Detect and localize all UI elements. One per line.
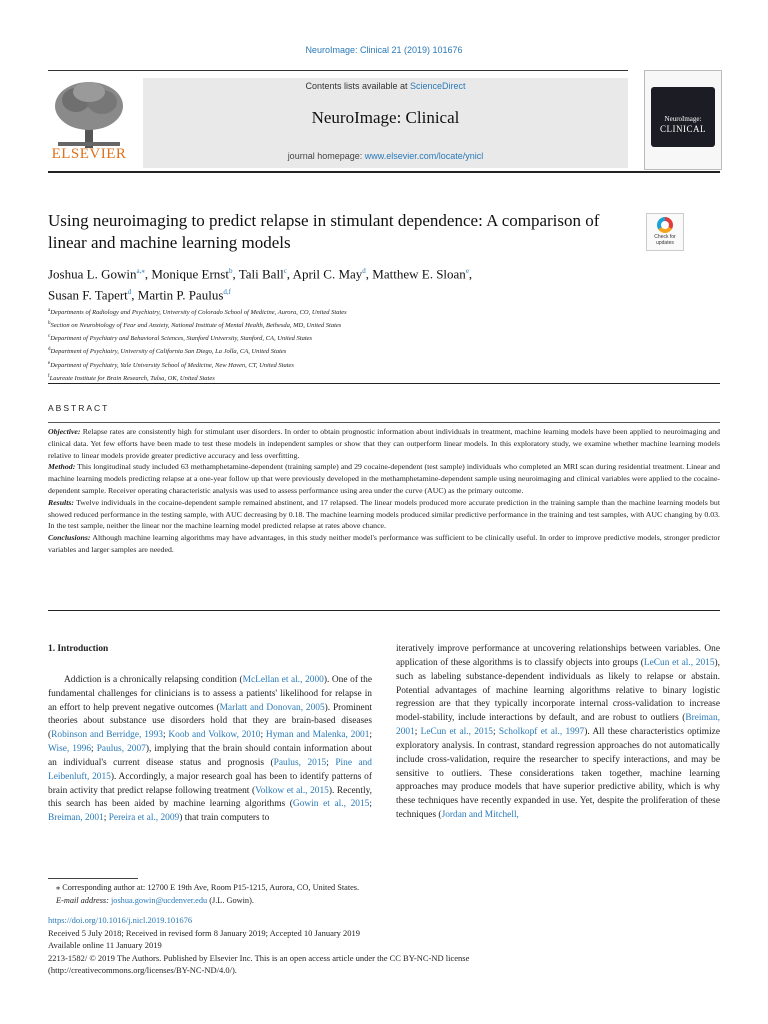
abstract-method <box>48 461 720 496</box>
objective-text: Relapse rates are consistently high for stimulant user disorders. In order to obtain prognostic information about individuals in treatment, machine learning models have been applied to neuroimaging and clinical data. Yet few efforts have been made to test these models in independent samples or show that they can outperform linear models. In this exploratory study, we examine whether machine learning models relative to linear models provide greater predictive accuracy and less overfitting. <box>48 427 721 460</box>
affiliation-item <box>48 344 648 357</box>
body-text: ). All these characteristics optimize exploratory analysis. In contrast, standard regression approaches do not automatically include cross-validation, require the researcher to specify interactions, and may be sensitive to outliers. These considerations taken together, machine learning approaches may produce models that have superior predictive ability, which is why these techniques have recently expanded in use. Yet, despite the proliferation of these techniques ( <box>396 727 720 821</box>
body-text: ; <box>103 813 109 824</box>
cover-image <box>651 87 715 147</box>
author-affiliation-marker[interactable]: d <box>127 288 132 297</box>
author-name[interactable]: April C. May <box>292 266 363 282</box>
footnote-rule <box>48 878 138 879</box>
author-affiliation-marker[interactable]: b <box>228 267 233 275</box>
email-label: E-mail address: <box>56 895 111 905</box>
affiliation-item <box>48 371 648 384</box>
body-text: ). Recently, this search has been aided by machine learning algorithms ( <box>48 785 372 810</box>
citation-link[interactable]: Koob and Volkow, 2010 <box>168 730 261 741</box>
conclusions-text: Although machine learning algorithms may have advantages, in this study neither model's performance was sufficient to be clinically useful. In order to improve predictive models, stronger predictor variables and larger samples are needed. <box>48 533 720 554</box>
affiliation-key: b <box>48 321 51 327</box>
method-label: Method: <box>48 462 76 472</box>
email-suffix: (J.L. Gowin). <box>207 895 254 905</box>
divider <box>48 383 720 384</box>
body-text: ; <box>162 730 169 741</box>
body-text: ), implying that the brain should contain information about an individual's current disease status and prognosis ( <box>48 744 372 768</box>
body-column-left <box>48 643 372 826</box>
available-online: Available online 11 January 2019 <box>48 940 162 950</box>
contents-line <box>143 81 628 91</box>
license-line2: (http://creativecommons.org/licenses/BY-NC-ND/4.0/). <box>48 965 237 975</box>
author-affiliation-marker[interactable]: d <box>362 267 366 275</box>
citation-link[interactable]: LeCun et al., 2015 <box>643 657 715 668</box>
article-title: Using neuroimaging to predict relapse in stimulant dependence: A comparison of linear and machine learning models <box>48 211 600 252</box>
body-text: Addiction is a chronically relapsing condition ( <box>64 674 243 685</box>
badge-line1: Check for <box>654 234 676 240</box>
author-list: Joshua L. Gowin$^{a,⁎}$, Monique Ernst$^b$, Tali Ball$^c$, April C. May$^d$, Matthew E. Sloan$^e$, Susan F. Tapert$^d$, Martin P. Paulus$^{d,f}$ <box>48 266 473 303</box>
citation-link[interactable]: Volkow et al., 2015 <box>255 785 329 796</box>
license-line1: 2213-1582/ © 2019 The Authors. Published by Elsevier Inc. This is an open access article under the CC BY-NC-ND license <box>48 952 470 963</box>
citation-link[interactable]: Pereira et al., 2009 <box>108 813 180 824</box>
badge-label <box>647 234 683 246</box>
body-text: ; <box>414 727 421 738</box>
abstract-results <box>48 497 720 532</box>
cover-title-line1: NeuroImage: <box>664 115 702 123</box>
citation-link[interactable]: Pine and Leibenluft, 2015 <box>48 757 372 782</box>
author-name[interactable]: Monique Ernst <box>151 266 229 282</box>
affiliation-text: Departments of Radiology and Psychiatry, University of Colorado School of Medicine, Aurora, CO, United States <box>50 309 347 317</box>
citation-link[interactable]: McLellan et al., 2000 <box>242 674 324 685</box>
citation-link[interactable]: Paulus, 2007 <box>96 744 146 755</box>
citation-link[interactable]: Paulus, 2015 <box>273 757 327 768</box>
check-for-updates-badge[interactable] <box>646 213 684 251</box>
intro-paragraph-left <box>48 674 372 826</box>
author-name[interactable]: Matthew E. Sloan <box>372 266 466 282</box>
section-heading-introduction: 1. Introduction <box>48 644 109 654</box>
homepage-link[interactable]: www.elsevier.com/locate/ynicl <box>364 151 484 161</box>
affiliation-list <box>48 305 648 384</box>
citation-link[interactable]: Gowin et al., 2015 <box>292 799 370 810</box>
affiliation-item <box>48 331 648 344</box>
citation-link[interactable]: Marlatt and Donovan, 2005 <box>219 702 325 713</box>
body-column-right <box>396 643 720 823</box>
conclusions-label: Conclusions: <box>48 533 91 543</box>
affiliation-text: Department of Psychiatry, Yale University School of Medicine, New Haven, CT, United States <box>50 361 294 369</box>
divider <box>48 610 720 611</box>
intro-paragraph-right <box>396 643 720 823</box>
citation-link[interactable]: Jordan and Mitchell, <box>441 810 519 821</box>
body-text: ; <box>369 799 372 810</box>
journal-header <box>48 70 720 170</box>
affiliation-item <box>48 358 648 371</box>
journal-reference[interactable]: NeuroImage: Clinical 21 (2019) 101676 <box>305 45 463 55</box>
author-name[interactable]: Susan F. Tapert <box>48 287 128 303</box>
badge-line2: updates <box>656 240 674 246</box>
author-name[interactable]: Joshua L. Gowin <box>48 266 137 282</box>
body-text: ). Prominent theories about substance use disorders hold that they are brain-based diseases ( <box>48 702 373 741</box>
journal-homepage-line <box>143 151 628 161</box>
results-label: Results: <box>48 497 74 507</box>
journal-cover-thumbnail[interactable] <box>644 70 722 170</box>
citation-link[interactable]: Wise, 1996 <box>48 744 92 755</box>
author-affiliation-marker[interactable]: d,f <box>223 288 231 297</box>
author-affiliation-marker[interactable]: e <box>465 267 469 275</box>
author-affiliation-marker[interactable]: c <box>283 267 287 275</box>
objective-label: Objective: <box>48 427 81 436</box>
method-text: This longitudinal study included 63 methamphetamine-dependent (training sample) and 29 cocaine-dependent (test sample) individuals who completed an MRI scan during residential treatment. Linear and machine learning models predicting relapse at a one-year follow up that were previously developed in the methamphetamine-dependent sample using neuroimaging and clinical variables were applied to the cocaine-dependent sample. Receiver operating characteristic analysis was used to assess performance using area under the curve (AUC) as the primary outcome. <box>48 462 721 495</box>
divider <box>48 422 720 423</box>
author-name[interactable]: Tali Ball <box>238 266 284 282</box>
sciencedirect-link[interactable]: ScienceDirect <box>410 81 466 91</box>
affiliation-item <box>48 318 648 331</box>
body-text: iteratively improve performance at uncovering relationships between variables. One application of these algorithms is to classify objects into groups ( <box>396 644 720 668</box>
header-top-rule <box>48 70 628 71</box>
contents-prefix: Contents lists available at <box>305 81 411 91</box>
article-footer <box>48 914 720 977</box>
affiliation-key: f <box>48 373 50 379</box>
cover-title-line2: CLINICAL <box>660 124 706 134</box>
body-text: ; <box>260 730 266 741</box>
body-text: ). One of the fundamental challenges for clinicians is to assess a patients' likelihood for relapse in an effort to help prevent negative outcomes ( <box>48 674 372 713</box>
abstract-conclusions <box>48 532 720 556</box>
body-text: ; <box>91 744 97 755</box>
affiliation-text: Department of Psychiatry, University of California San Diego, La Jolla, CA, United States <box>50 348 287 356</box>
corresponding-author-footnote <box>56 882 696 907</box>
header-bottom-rule <box>48 171 720 173</box>
check-updates-icon <box>657 217 673 233</box>
author-affiliation-marker[interactable]: a,⁎ <box>136 267 145 275</box>
author-name[interactable]: Martin P. Paulus <box>137 287 224 303</box>
citation-link[interactable]: Hyman and Malenka, 2001 <box>265 730 370 741</box>
journal-title: NeuroImage: Clinical <box>311 108 460 127</box>
body-text: ), such as labeling substance-dependent individuals as likely to relapse or abstain. Potential advantages of machine learning algorithms relative to binary logistic regression are that they typically incorporate internal cross-validation to increase model-stability, include interactions by default, and are robust to outliers ( <box>396 657 720 724</box>
abstract-heading: ABSTRACT <box>48 403 110 413</box>
citation-link[interactable]: Breiman, 2001 <box>48 813 104 824</box>
abstract-objective <box>48 426 720 461</box>
doi-link[interactable]: https://doi.org/10.1016/j.nicl.2019.101676 <box>48 915 193 925</box>
affiliation-text: Department of Psychiatry and Behavioral Sciences, Stanford University, Stanford, CA, United States <box>50 335 313 343</box>
citation-link[interactable]: Robinson and Berridge, 1993 <box>51 730 163 741</box>
affiliation-key: c <box>48 334 51 340</box>
homepage-label: journal homepage: <box>287 151 365 161</box>
affiliation-key: a <box>48 308 51 313</box>
citation-link[interactable]: LeCun et al., 2015 <box>420 727 493 738</box>
body-text: ). Accordingly, a major research goal has been to identify patterns of brain activity that predict relapse following treatment ( <box>48 771 372 796</box>
affiliation-key: d <box>48 347 51 353</box>
affiliation-item <box>48 305 648 318</box>
email-line <box>56 895 696 908</box>
elsevier-wordmark: ELSEVIER <box>51 146 127 162</box>
citation-link[interactable]: Scholkopf et al., 1997 <box>498 727 585 738</box>
body-text: ; <box>369 730 373 741</box>
citation-link[interactable]: Breiman, 2001 <box>396 713 720 738</box>
body-text: ) that train computers to <box>179 813 270 824</box>
body-text: ; <box>326 757 336 768</box>
affiliation-text: Laureate Institute for Brain Research, Tulsa, OK, United States <box>49 374 215 382</box>
received-dates: Received 5 July 2018; Received in revised form 8 January 2019; Accepted 10 January 2019 <box>48 927 361 938</box>
author-email-link[interactable]: joshua.gowin@ucdenver.edu <box>111 895 208 905</box>
results-text: Twelve individuals in the cocaine-dependent sample remained abstinent, and 17 relapsed. The linear models produced more accurate prediction in the training sample than the machine learning models but showed reduced performance in the testing sample, with AUC decreasing by 0.18. The machine learning models produced similar predictive performance in the training and test samples, with AUC changing by 0.03. In the test sample, neither the linear nor the machine learning model predicted relapse at rates above chance. <box>48 497 720 531</box>
affiliation-text: Section on Neurobiology of Fear and Anxiety, National Institute of Mental Health, Bethesda, MD, United States <box>50 322 342 330</box>
corresponding-address: ⁎ Corresponding author at: 12700 E 19th Ave, Room P15-1215, Aurora, CO, United States. <box>56 883 360 892</box>
body-text: ; <box>492 727 499 738</box>
journal-header-box <box>143 78 628 168</box>
affiliation-key: e <box>48 360 51 366</box>
abstract-body <box>48 426 720 556</box>
